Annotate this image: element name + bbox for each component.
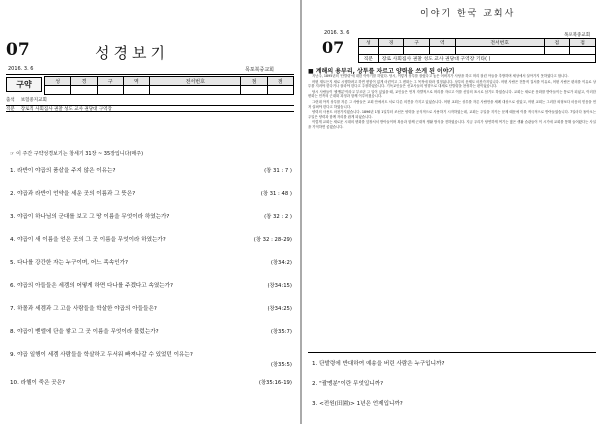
table-cell[interactable]	[359, 47, 379, 55]
lesson-number: 07	[6, 40, 30, 60]
table-header: 성	[359, 39, 379, 47]
date: 2016. 3. 6	[324, 30, 350, 36]
history-question: 1. 단발령에 반대하여 예송을 버린 사람은 누구입니까?	[312, 361, 445, 367]
church-name: 목포북중교회	[564, 33, 591, 38]
question-text: 8. 야곱이 벧엘에 단을 쌓고 그 곳 이름을 무엇이라 불렀는가?	[10, 329, 159, 335]
sub-label: 직분	[359, 55, 379, 63]
history-questions	[308, 352, 596, 424]
page-title: 성경보기	[95, 44, 169, 62]
question-text: 4. 야곱이 새 이름을 얻은 곳의 그 곳 이름을 무엇이라 하였는가?	[10, 237, 166, 243]
member-info	[6, 96, 294, 112]
question-item	[10, 258, 292, 281]
table-cell[interactable]	[97, 86, 123, 95]
church-name: 목포북중교회	[245, 67, 274, 73]
instruction: ☞ 이 주간 구약성경보기는 창세기 31장 ~ 35장입니다(매주)	[10, 151, 144, 157]
article-body	[308, 74, 596, 131]
table-cell[interactable]	[430, 47, 456, 55]
question-item	[10, 212, 292, 235]
table-header: 전서번호	[150, 77, 241, 86]
table-cell[interactable]	[267, 86, 293, 95]
table-cell[interactable]	[150, 86, 241, 95]
table-cell[interactable]	[544, 47, 570, 55]
question-list	[10, 166, 292, 401]
question-item	[10, 189, 292, 212]
table-header: 구	[404, 39, 430, 47]
question-text: 1. 라반이 야곱의 품삯을 주지 않은 이유는?	[10, 168, 116, 174]
info-table	[358, 38, 596, 63]
table-header: 경	[71, 77, 97, 86]
divider	[6, 74, 294, 75]
lesson-number: 07	[322, 38, 345, 57]
mini-value: 장로직 사회집사 권찰 성도 교사 권당대 구역장	[20, 106, 112, 112]
info-table	[44, 76, 294, 95]
mini-label: 직분	[6, 106, 15, 112]
article-paragraph: 그런데 아직 상투를 자른 그 사람들은 교회 안에서도 서로 다른 의견을 가지고 있었습니다. 어떤 교회는 상투를 자른 사람만을 세례 대상으로 삼았고, 어떤 교회는 그러한 외형보다 마음의 믿음을 먼저 살펴야 한다고 하였습니다.	[308, 99, 596, 109]
table-cell[interactable]	[71, 86, 97, 95]
history-question: 2. "괄맹분"이란 무엇입니까?	[312, 381, 384, 387]
sub-value: 장로 사회집사 권찰 성도 교사 권당대 구역장 기타( )	[378, 55, 595, 63]
table-header: 점	[544, 39, 570, 47]
scripture-ref: (창35:16-19)	[258, 380, 292, 386]
question-item	[10, 235, 292, 258]
table-header: 구	[97, 77, 123, 86]
table-header: 경	[378, 39, 404, 47]
question-text: 5. 다나를 강간한 자는 누구이며, 어느 족속인가?	[10, 260, 129, 266]
table-header: 역	[430, 39, 456, 47]
scripture-ref: (창 32 : 28-29)	[253, 237, 292, 243]
mini-value: 보험중지교회	[20, 97, 47, 103]
table-header: 점	[570, 39, 596, 47]
scripture-ref: (창35:5)	[270, 362, 292, 368]
article-paragraph: 이렇게 교회는 새로운 시대의 변화를 앞장서서 받아들이며 복음과 함께 근대적 생활 방식을 전하였습니다. 지금 우리가 당연하게 여기는 많은 생활 습관들이 이 시기에 교회를 통해 들어왔다는 사실을 기억하면 좋겠습니다.	[308, 120, 596, 129]
question-item	[10, 327, 292, 350]
question-item	[10, 166, 292, 189]
question-text: 2. 야곱과 라반이 언약을 세운 곳의 이름과 그 뜻은?	[10, 191, 136, 197]
question-text: 6. 야곱의 아들들은 세겜의 어떻게 하면 다나를 주겠다고 속였는가?	[10, 283, 174, 289]
scripture-ref: (창34:15)	[267, 283, 292, 289]
article-paragraph: 양력의 사용도 마찬가지였습니다. 1896년 1월 1일부터 조선은 양력을 공식적으로 사용하기 시작하였는데, 교회는 주일을 지키는 문제 때문에 이를 적극적으로 받아들였습니다. 7일마다 돌아오는 주일은 양력과 함께 자리를 잡게 되었습니다.	[308, 110, 596, 119]
table-header: 점	[241, 77, 267, 86]
date: 2016. 3. 6	[8, 66, 34, 72]
table-cell[interactable]	[45, 86, 71, 95]
article-paragraph: 어떤 재도든지 새로 시행하려고 하면 변함이 없게 마련이고 그 변화는 그 목적에 따라 결정됩니다. 상투의 문제도 마찬가지입니다. 어떤 사람은 전통적 질서를 이유로, 어떤 사람은 편의를 이유로 상투를 지켜야 한다거나 잘라야 한다고 주장하였습니다. 기독교인들은 선교사들의 영향으로 대체로 단발령을 찬성하는 편이었습니다.	[308, 79, 596, 89]
article-paragraph: 당시 사람들이 '괄맹분'이라고 부르던 그 일이 있었을 때, 교인들은 먼저 자발적으로 머리를 자르고 이를 신앙의 표시로 삼기도 하였습니다. 교회는 새로운 문화를 받아들이는 통로가 되었고, 이러한 변화는 민족의 근대화 과정과 함께 이루어졌습니다.	[308, 89, 596, 99]
table-cell[interactable]	[455, 47, 544, 55]
mini-label: 출석	[6, 97, 15, 103]
question-text: 10. 라헬이 죽은 곳은?	[10, 380, 66, 386]
article-headline: ■ 계해의 용부리, 상투를 자르고 양력을 쓰게 된 이야기	[308, 68, 455, 75]
scripture-ref: (창34:2)	[270, 260, 292, 266]
question-item	[10, 304, 292, 327]
section-label: 구약	[6, 77, 42, 92]
table-header: 전서번호	[455, 39, 544, 47]
question-item	[10, 281, 292, 304]
table-cell[interactable]	[241, 86, 267, 95]
table-cell[interactable]	[378, 47, 404, 55]
scripture-ref: (창35:7)	[270, 329, 292, 335]
question-item	[10, 350, 292, 378]
table-header: 성	[45, 77, 71, 86]
scripture-ref: (창 32 : 2 )	[264, 214, 292, 220]
table-header: 점	[267, 77, 293, 86]
question-text: 7. 하몰과 세겜과 그 고을 사람들을 학살한 야곱의 아들들은?	[10, 306, 157, 312]
scripture-ref: (창 31 : 7 )	[264, 168, 292, 174]
question-item	[10, 378, 292, 401]
table-header: 역	[123, 77, 149, 86]
question-text: 9. 야곱 일행이 세겜 사람들을 학살하고 두서워 빠져나갈 수 있었던 이유는?	[10, 352, 193, 358]
table-cell[interactable]	[404, 47, 430, 55]
scripture-ref: (창 31 : 48 )	[260, 191, 292, 197]
question-text: 3. 야곱이 하나님의 군대를 보고 그 땅 이름을 무엇이라 하였는가?	[10, 214, 170, 220]
article-paragraph: 지난주, 1895년의 '단발령'에 대한 이야기를 하였다. 당시, 이렇게 상투를 잘랐다고 놓은 어버지가 사당을 하고 머리 잘린 아들을 추방하며 세상에서 살아가지 못하였다고 합니다.	[312, 74, 569, 78]
table-cell[interactable]	[570, 47, 596, 55]
right-page	[302, 0, 600, 424]
history-question: 3. <전원(田園)> 1년은 언제입니까?	[312, 401, 403, 407]
scripture-ref: (창34:25)	[267, 306, 292, 312]
table-cell[interactable]	[123, 86, 149, 95]
page-title: 이야기 한국 교회사	[420, 9, 516, 19]
